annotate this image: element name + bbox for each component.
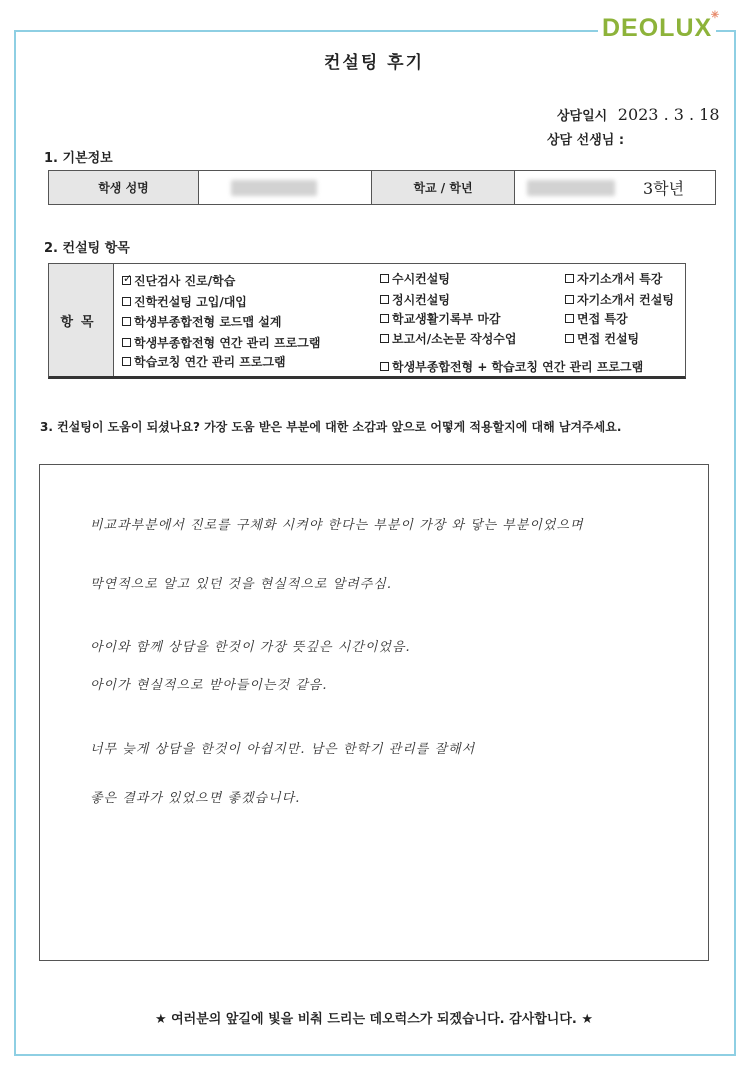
student-name-value: [199, 171, 372, 204]
review-line: 막연적으로 알고 있던 것을 현실적으로 알려주심.: [90, 577, 392, 592]
checkbox[interactable]: [565, 295, 574, 304]
checkbox[interactable]: [122, 357, 131, 366]
brand-logo: DEOLUX ✳: [598, 14, 716, 43]
checkbox[interactable]: [565, 274, 574, 283]
checkbox[interactable]: [380, 314, 389, 323]
review-line: 아이와 함께 상담을 한것이 가장 뜻깊은 시간이었음.: [90, 640, 411, 655]
consult-date: [557, 105, 720, 124]
redacted-school: [527, 180, 615, 196]
basic-info-table: [48, 170, 716, 205]
school-grade-value: [515, 171, 715, 204]
option-item[interactable]: 자기소개서 컨설팅: [565, 291, 674, 308]
page-title: 컨설팅 후기: [323, 53, 425, 73]
option-item[interactable]: 수시컨설팅: [380, 270, 450, 287]
footer-message: ★ 여러분의 앞길에 빛을 비춰 드리는 데오럭스가 되겠습니다. 감사합니다. ★: [154, 1012, 594, 1027]
review-box: [39, 464, 709, 961]
option-item[interactable]: 정시컨설팅: [380, 291, 450, 308]
grade-value: 3학년: [643, 179, 685, 198]
sparkle-icon: ✳: [710, 10, 721, 21]
checkbox[interactable]: [565, 334, 574, 343]
checkbox[interactable]: [122, 338, 131, 347]
consultant-label: 상담 선생님 :: [547, 133, 625, 148]
checkbox[interactable]: [122, 297, 131, 306]
options-area: [114, 264, 685, 376]
checkbox[interactable]: [380, 274, 389, 283]
checkbox[interactable]: [380, 334, 389, 343]
option-item[interactable]: 학생부종합전형 + 학습코칭 연간 관리 프로그램: [380, 358, 643, 375]
review-line: 좋은 결과가 있었으면 좋겠습니다.: [90, 791, 301, 806]
option-item[interactable]: 면접 특강: [565, 310, 628, 327]
consulting-items-heading: 2. 컨설팅 항목: [44, 241, 130, 256]
consult-date-label: 상담일시: [557, 109, 608, 124]
option-item[interactable]: 학생부종합전형 로드맵 설계: [122, 313, 281, 330]
review-line: 비교과부분에서 진로를 구체화 시켜야 한다는 부분이 가장 와 닿는 부분이었으며: [90, 518, 584, 533]
review-line: 아이가 현실적으로 받아들이는것 같음.: [90, 678, 328, 693]
review-question: 3. 컨설팅이 도움이 되셨나요? 가장 도움 받은 부분에 대한 소감과 앞으로 어떻게 적용할지에 대해 남겨주세요.: [40, 420, 622, 434]
option-item[interactable]: 면접 컨설팅: [565, 330, 639, 347]
option-item[interactable]: 자기소개서 특강: [565, 270, 662, 287]
checkbox[interactable]: [380, 362, 389, 371]
option-item[interactable]: 학습코칭 연간 관리 프로그램: [122, 353, 286, 370]
checkbox[interactable]: [122, 317, 131, 326]
consulting-items-table: [48, 263, 686, 379]
checkbox[interactable]: [565, 314, 574, 323]
consult-date-value: 2023 . 3 . 18: [617, 105, 720, 124]
review-line: 너무 늦게 상담을 한것이 아쉽지만. 남은 한학기 관리를 잘해서: [90, 742, 476, 757]
option-item[interactable]: 학생부종합전형 연간 관리 프로그램: [122, 334, 320, 351]
option-item[interactable]: 진학컨설팅 고입/대입: [122, 293, 247, 310]
school-grade-label: 학교 / 학년: [372, 171, 515, 204]
option-item[interactable]: 보고서/소논문 작성수업: [380, 330, 516, 347]
checkbox[interactable]: [380, 295, 389, 304]
basic-info-heading: 1. 기본정보: [44, 151, 113, 166]
redacted-name: [231, 180, 317, 196]
student-name-label: 학생 성명: [49, 171, 199, 204]
items-row-header: 항목: [49, 264, 114, 376]
option-item[interactable]: ✓ 진단검사 진로/학습: [122, 272, 235, 289]
option-item[interactable]: 학교생활기록부 마감: [380, 310, 501, 327]
checkbox[interactable]: [122, 276, 131, 285]
